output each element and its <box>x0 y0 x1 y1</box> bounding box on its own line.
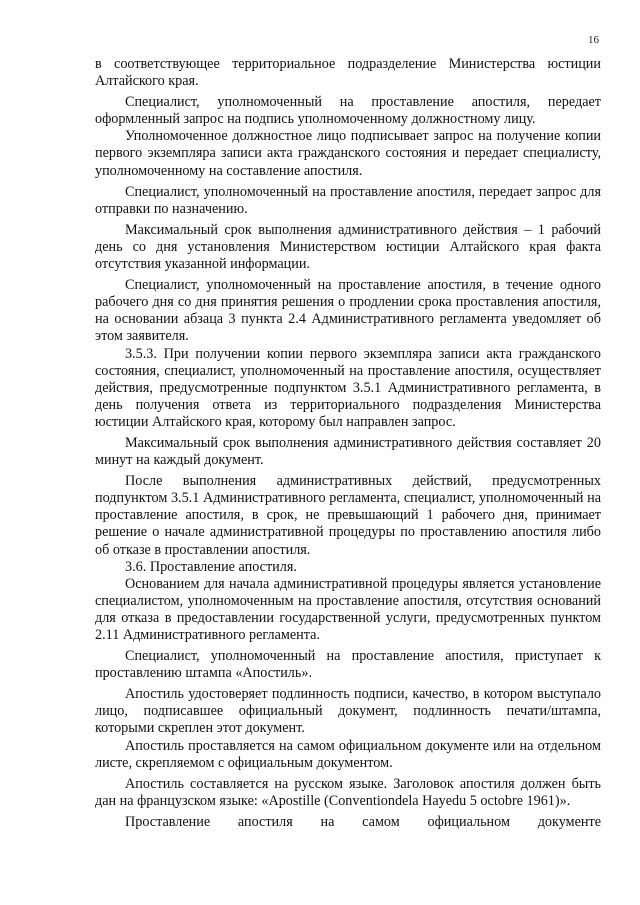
paragraph-grounds: Основанием для начала административной процедуры является установление специалистом, уполномоченным на проставление апостиля, отсутствия оснований для отказа в предоставлении государственной услуги, предусмотренных пунктом 2.11 Административного регламента. <box>95 575 601 643</box>
paragraph-apostille-placement: Апостиль проставляется на самом официальном документе или на отдельном листе, скрепляемом с официальным документом. <box>95 737 601 771</box>
paragraph-max-term-1-day: Максимальный срок выполнения административного действия – 1 рабочий день со дня установления Министерством юстиции Алтайского края факта отсутствия указанной информации. <box>95 221 601 273</box>
paragraph-notify-applicant: Специалист, уполномоченный на проставление апостиля, в течение одного рабочего дня со дня принятия решения о продлении срока проставления апостиля, на основании абзаца 3 пункта 2.4 Административного регламента уведомляет об этом заявителя. <box>95 277 601 345</box>
paragraph-decision: После выполнения административных действий, предусмотренных подпунктом 3.5.1 Административного регламента, специалист, уполномоченный на проставление апостиля, в срок, не превышающий 1 рабочего дня, принимает решение о начале административной процедуры по проставлению апостиля либо об отказе в проставлении апостиля. <box>95 473 601 558</box>
paragraph-3-5-3: 3.5.3. При получении копии первого экземпляра записи акта гражданского состояния, специалист, уполномоченный на проставление апостиля, осуществляет действия, предусмотренные подпунктом 3.5.1 Административного регламента, в день получения ответа из территориального подразделения Министерства юстиции Алтайского края, которому был направлен запрос. <box>95 345 601 430</box>
paragraph-stamp: Специалист, уполномоченный на проставление апостиля, приступает к проставлению штампа «Апостиль». <box>95 648 601 682</box>
section-heading-3-6: 3.6. Проставление апостиля. <box>125 558 297 575</box>
page-number: 16 <box>588 34 599 46</box>
paragraph-apostille-on-document: Проставление апостиля на самом официальном документе <box>125 813 601 830</box>
paragraph-specialist-sends-request: Специалист, уполномоченный на проставление апостиля, передает оформленный запрос на подпись уполномоченному должностному лицу. <box>95 94 601 128</box>
paragraph-official-signs-request: Уполномоченное должностное лицо подписывает запрос на получение копии первого экземпляра записи акта гражданского состояния и передает специалисту, уполномоченному на составление апостиля. <box>95 128 601 179</box>
paragraph-continuation: в соответствующее территориальное подразделение Министерства юстиции Алтайского края. <box>95 56 601 90</box>
body-text <box>95 56 601 831</box>
paragraph-max-term-20-min: Максимальный срок выполнения административного действия составляет 20 минут на каждый документ. <box>95 434 601 469</box>
paragraph-apostille-certifies: Апостиль удостоверяет подлинность подписи, качество, в котором выступало лицо, подписавшее официальный документ, подлинность печати/штампа, которыми скреплен этот документ. <box>95 686 601 737</box>
paragraph-apostille-language: Апостиль составляется на русском языке. Заголовок апостиля должен быть дан на французском языке: «Apostille (Conventiondela Hayedu 5 octobre 1961)». <box>95 775 601 809</box>
paragraph-specialist-sends-for-dispatch: Специалист, уполномоченный на проставление апостиля, передает запрос для отправки по назначению. <box>95 183 601 217</box>
